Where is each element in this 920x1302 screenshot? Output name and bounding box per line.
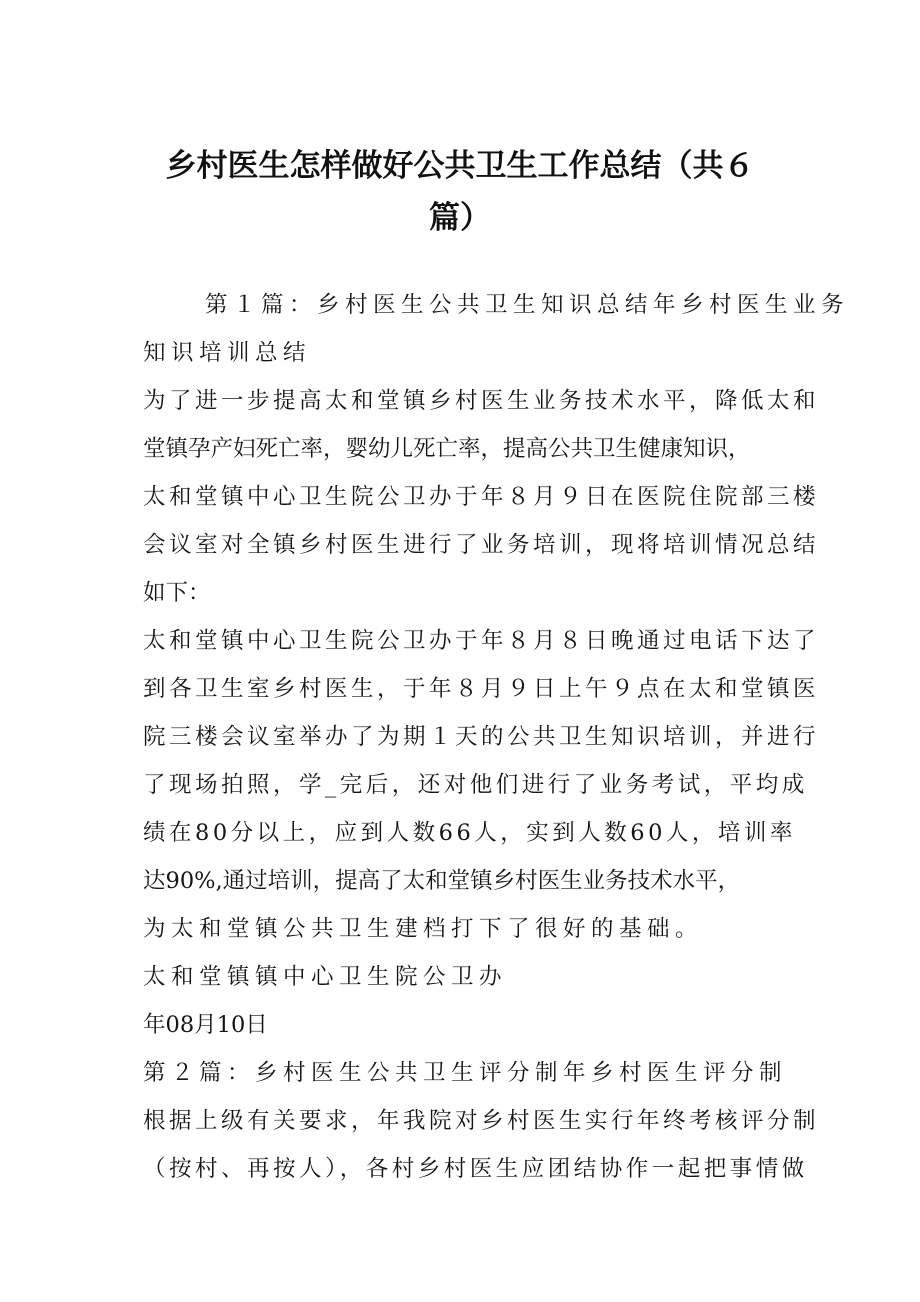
paragraph-line: 了现场拍照，学_完后，还对他们进行了业务考试，平均成 [143,772,808,798]
paragraph-line: 太和堂镇中心卫生院公卫办于年８月９日在医院住院部三楼 [143,484,820,510]
document-title [120,140,800,244]
paragraph-line: 达90%,通过培训，提高了太和堂镇乡村医生业务技术水平， [143,868,741,894]
section-1-heading-cont: 知识培训总结 [143,340,312,366]
paragraph-line: 堂镇孕产妇死亡率，婴幼儿死亡率，提高公共卫生健康知识， [143,436,751,462]
paragraph-line: 根据上级有关要求，年我院对乡村医生实行年终考核评分制 [143,1108,820,1134]
paragraph-line: 院三楼会议室举办了为期１天的公共卫生知识培训，并进行 [143,724,820,750]
section-1-heading: 第１篇：乡村医生公共卫生知识总结年乡村医生业务 [205,292,850,318]
paragraph-line: 会议室对全镇乡村医生进行了业务培训，现将培训情况总结 [143,532,820,558]
paragraph-line: 绩在80分以上，应到人数66人，实到人数60人，培训率 [143,820,796,846]
title-line-2: 篇） [429,200,491,236]
section-2-heading: 第２篇：乡村医生公共卫生评分制年乡村医生评分制 [143,1060,788,1086]
signature-date: 年08月10日 [143,1012,268,1038]
paragraph-line: 太和堂镇中心卫生院公卫办于年８月８日晚通过电话下达了 [143,628,820,654]
paragraph-line: 如下： [143,580,211,606]
signature-office: 太和堂镇镇中心卫生院公卫办 [143,964,508,990]
paragraph-line: （按村、再按人），各村乡村医生应团结协作一起把事情做 [143,1156,808,1182]
paragraph-line: 为了进一步提高太和堂镇乡村医生业务技术水平，降低太和 [143,388,820,414]
paragraph-line: 为太和堂镇公共卫生建档打下了很好的基础。 [143,916,704,942]
paragraph-line: 到各卫生室乡村医生，于年８月９日上午９点在太和堂镇医 [143,676,820,702]
title-line-1: 乡村医生怎样做好公共卫生工作总结（共６ [165,148,755,184]
